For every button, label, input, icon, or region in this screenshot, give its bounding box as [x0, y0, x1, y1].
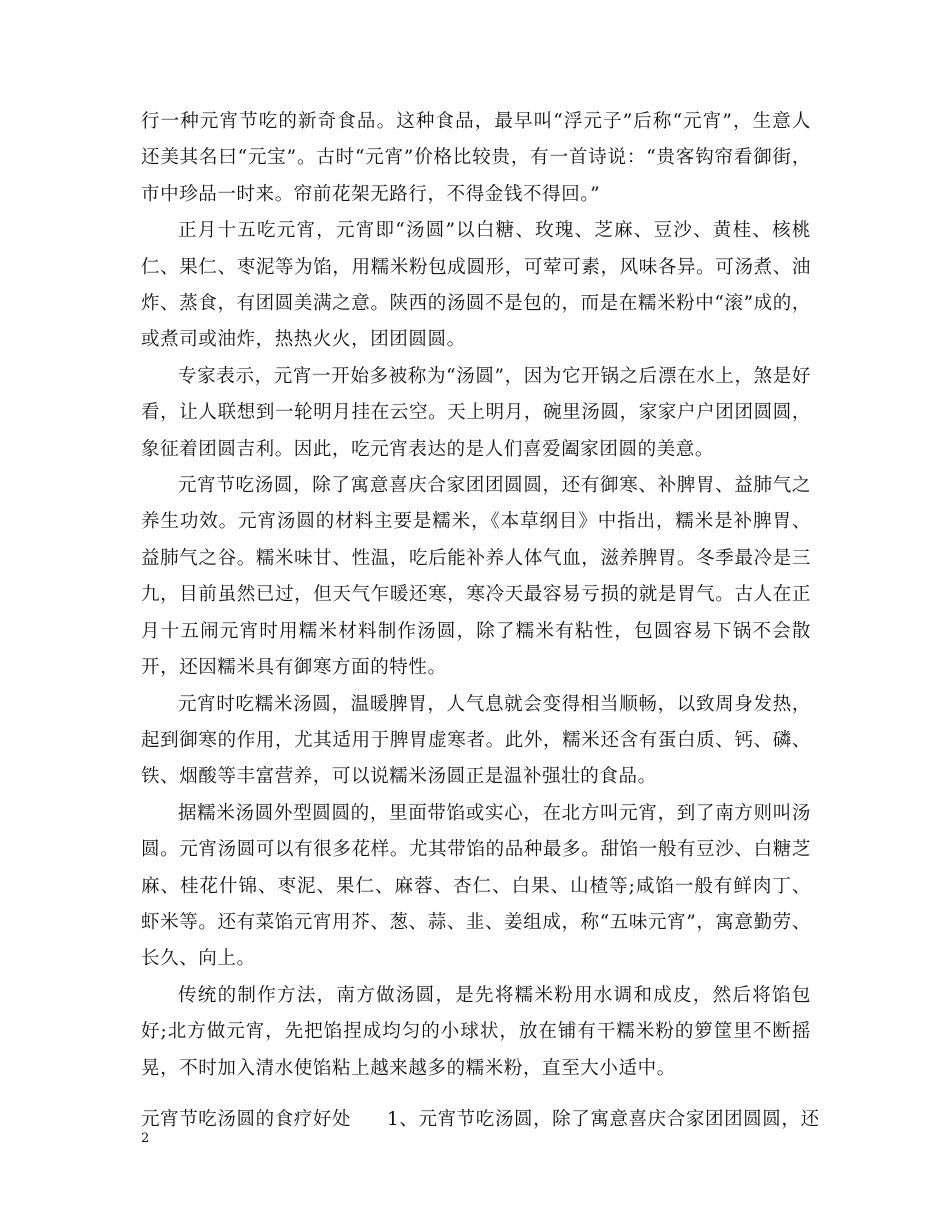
paragraph-4: 元宵节吃汤圆，除了寓意喜庆合家团团圆圆，还有御寒、补脾胃、益肺气之养生功效。元宵汤圆的材料主要是糯米，《本草纲目》中指出，糯米是补脾胃、益肺气之谷。糯米味甘、性温，吃后能补养人体气血，滋养脾胃。冬季最冷是三九，目前虽然已过，但天气乍暖还寒，寒冷天最容易亏损的就是胃气。古人在正月十五闹元宵时用糯米材料制作汤圆，除了糯米有粘性，包圆容易下锅不会散开，还因糯米具有御寒方面的特性。 — [141, 475, 811, 679]
paragraph-6: 据糯米汤圆外型圆圆的，里面带馅或实心，在北方叫元宵，到了南方则叫汤圆。元宵汤圆可以有很多花样。尤其带馅的品种最多。甜馅一般有豆沙、白糖芝麻、桂花什锦、枣泥、果仁、麻蓉、杏仁、白果、山楂等;咸馅一般有鲜肉丁、虾米等。还有菜馅元宵用芥、葱、蒜、韭、姜组成，称“五味元宵”，寓意勤劳、长久、向上。 — [141, 802, 811, 970]
section-line — [141, 1102, 821, 1138]
page-number: 2 — [141, 1131, 150, 1146]
paragraph-5: 元宵时吃糯米汤圆，温暖脾胃，人气息就会变得相当顺畅，以致周身发热，起到御寒的作用，尤其适用于脾胃虚寒者。此外，糯米还含有蛋白质、钙、磷、铁、烟酸等丰富营养，可以说糯米汤圆正是温补强壮的食品。 — [141, 693, 811, 788]
section-first-line: 1、元宵节吃汤圆，除了寓意喜庆合家团团圆圆，还 — [387, 1109, 820, 1130]
paragraph-1: 行一种元宵节吃的新奇食品。这种食品，最早叫“浮元子”后称“元宵”，生意人还美其名曰“元宝”。古时“元宵”价格比较贵，有一首诗说：“贵客钩帘看御街，市中珍品一时来。帘前花架无路行，不得金钱不得回。” — [141, 111, 811, 205]
paragraph-2: 正月十五吃元宵，元宵即“汤圆”以白糖、玫瑰、芝麻、豆沙、黄桂、核桃仁、果仁、枣泥等为馅，用糯米粉包成圆形，可荤可素，风味各异。可汤煮、油炸、蒸食，有团圆美满之意。陕西的汤圆不是包的，而是在糯米粉中“滚”成的，或煮司或油炸，热热火火，团团圆圆。 — [141, 220, 811, 351]
paragraph-3: 专家表示，元宵一开始多被称为“汤圆”，因为它开锅之后漂在水上，煞是好看，让人联想到一轮明月挂在云空。天上明月，碗里汤圆，家家户户团团圆圆，象征着团圆吉利。因此，吃元宵表达的是人们喜爱阖家团圆的美意。 — [141, 365, 811, 460]
body-text — [141, 104, 811, 1087]
section-heading: 元宵节吃汤圆的食疗好处 — [141, 1109, 352, 1130]
paragraph-7: 传统的制作方法，南方做汤圆，是先将糯米粉用水调和成皮，然后将馅包好;北方做元宵，先把馅捏成均匀的小球状，放在铺有干糯米粉的箩筐里不断摇晃，不时加入清水使馅粘上越来越多的糯米粉，直至大小适中。 — [141, 984, 811, 1079]
